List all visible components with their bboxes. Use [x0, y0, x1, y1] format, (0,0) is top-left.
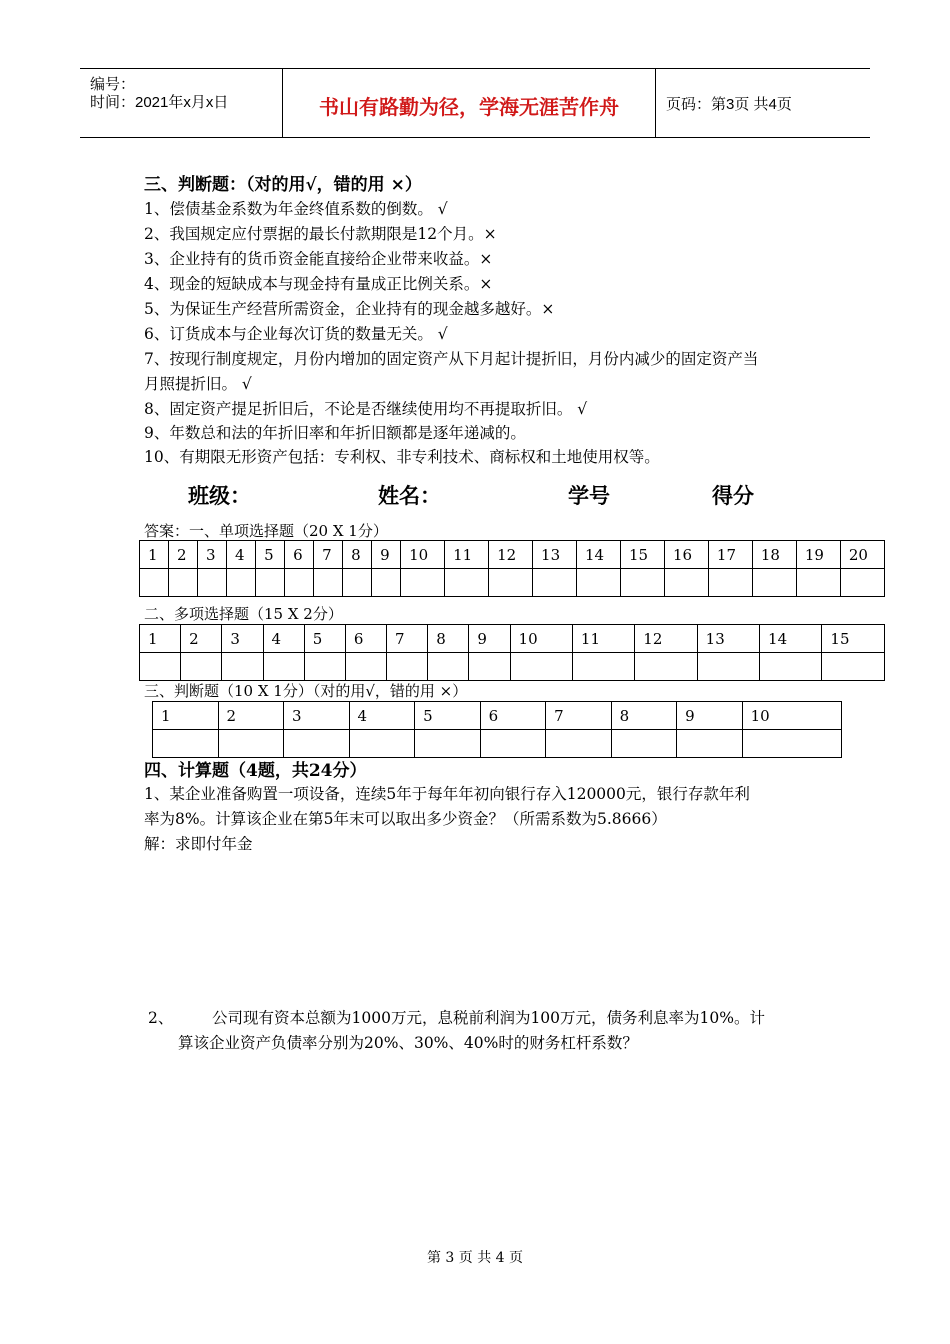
multi-choice-answer-table: [139, 624, 885, 681]
section4-title: 四、计算题（4题，共24分）: [144, 761, 367, 781]
question-number-cell: 18: [752, 541, 796, 569]
answer-cell: [533, 569, 577, 597]
answer-cell: [572, 653, 634, 681]
class-label: 班级：: [188, 484, 251, 508]
answer-cell: [227, 569, 256, 597]
question-number-cell: 3: [198, 541, 227, 569]
page-footer: 第 3 页 共 4 页: [426, 1250, 524, 1266]
question-number-cell: 8: [611, 702, 677, 730]
answer-cell: [198, 569, 227, 597]
score-label: 得分: [712, 484, 754, 508]
question-number-cell: 10: [401, 541, 445, 569]
question-number-cell: 10: [510, 625, 572, 653]
answer-cell: [840, 569, 884, 597]
question-number-cell: 15: [620, 541, 664, 569]
judge-answer-title: 三、判断题（10 X 1分）（对的用√，错的用 ×）: [144, 682, 468, 700]
answer-cell: [510, 653, 572, 681]
answer-cell: [169, 569, 198, 597]
q1-line2: 率为8%。计算该企业在第5年末可以取出多少资金？（所需系数为5.8666）: [144, 810, 667, 828]
question-number-cell: 15: [822, 625, 885, 653]
answer-cell: [284, 730, 350, 758]
question-number-cell: 7: [546, 702, 612, 730]
answer-cell: [697, 653, 759, 681]
multi-choice-title: 二、多项选择题（15 X 2分）: [144, 605, 343, 623]
answer-cell: [153, 730, 219, 758]
student-id-label: 学号: [568, 484, 610, 508]
question-number-cell: 9: [677, 702, 743, 730]
question-number-cell: 9: [372, 541, 401, 569]
answer-cell: [387, 653, 428, 681]
question-number-cell: 3: [222, 625, 263, 653]
question-number-cell: 1: [140, 625, 181, 653]
judge-item: 月照提折旧。 √: [144, 375, 252, 393]
question-number-cell: 2: [218, 702, 284, 730]
answer-cell: [140, 569, 169, 597]
header-center-cell: [283, 69, 656, 137]
header-left-cell: [80, 69, 283, 137]
q1-solution: 解：求即付年金: [144, 835, 253, 853]
answer-cell: [218, 730, 284, 758]
single-choice-title: 答案：一、单项选择题（20 X 1分）: [144, 522, 388, 540]
answer-cell: [285, 569, 314, 597]
answer-cell: [428, 653, 469, 681]
answer-cell: [489, 569, 533, 597]
motto: 书山有路勤为径，学海无涯苦作舟: [319, 95, 619, 119]
q2-number: 2、: [148, 1009, 174, 1027]
answer-cell: [181, 653, 222, 681]
answer-cell: [760, 653, 822, 681]
question-number-cell: 11: [445, 541, 489, 569]
answer-cell: [140, 653, 181, 681]
judge-item: 2、我国规定应付票据的最长付款期限是12个月。×: [144, 225, 497, 243]
answer-cell: [620, 569, 664, 597]
question-number-cell: 13: [697, 625, 759, 653]
answer-cell: [349, 730, 415, 758]
table-row: [140, 653, 885, 681]
table-row: [153, 730, 842, 758]
answer-cell: [577, 569, 621, 597]
judge-item: 5、为保证生产经营所需资金，企业持有的现金越多越好。×: [144, 300, 555, 318]
question-number-cell: 1: [153, 702, 219, 730]
answer-cell: [445, 569, 489, 597]
table-row: [140, 625, 885, 653]
name-label: 姓名：: [378, 484, 441, 508]
answer-cell: [401, 569, 445, 597]
table-row: [140, 541, 885, 569]
judge-item: 9、年数总和法的年折旧率和年折旧额都是逐年递减的。: [144, 424, 526, 442]
answer-cell: [469, 653, 510, 681]
question-number-cell: 6: [480, 702, 546, 730]
question-number-cell: 4: [227, 541, 256, 569]
judge-item: 7、按现行制度规定，月份内增加的固定资产从下月起计提折旧，月份内减少的固定资产当: [144, 350, 759, 368]
judge-item: 4、现金的短缺成本与现金持有量成正比例关系。×: [144, 275, 493, 293]
question-number-cell: 12: [635, 625, 697, 653]
question-number-cell: 5: [304, 625, 345, 653]
answer-cell: [742, 730, 841, 758]
question-number-cell: 8: [428, 625, 469, 653]
answer-cell: [343, 569, 372, 597]
question-number-cell: 8: [343, 541, 372, 569]
question-number-cell: 3: [284, 702, 350, 730]
q1-line1: 1、某企业准备购置一项设备，连续5年于每年年初向银行存入120000元，银行存款年利: [144, 785, 750, 803]
judge-item: 6、订货成本与企业每次订货的数量无关。 √: [144, 325, 448, 343]
answer-cell: [822, 653, 885, 681]
question-number-cell: 17: [708, 541, 752, 569]
answer-cell: [256, 569, 285, 597]
answer-cell: [546, 730, 612, 758]
question-number-cell: 14: [760, 625, 822, 653]
question-number-cell: 6: [345, 625, 386, 653]
number-label: 编号：: [90, 76, 136, 93]
question-number-cell: 4: [263, 625, 304, 653]
question-number-cell: 4: [349, 702, 415, 730]
question-number-cell: 13: [533, 541, 577, 569]
question-number-cell: 2: [169, 541, 198, 569]
question-number-cell: 5: [415, 702, 481, 730]
answer-cell: [222, 653, 263, 681]
q2-line2: 算该企业资产负债率分别为20%、30%、40%时的财务杠杆系数？: [178, 1034, 638, 1052]
question-number-cell: 1: [140, 541, 169, 569]
answer-cell: [611, 730, 677, 758]
question-number-cell: 11: [572, 625, 634, 653]
table-row: [153, 702, 842, 730]
question-number-cell: 19: [796, 541, 840, 569]
single-choice-answer-table: [139, 540, 885, 597]
answer-cell: [415, 730, 481, 758]
question-number-cell: 16: [664, 541, 708, 569]
header-right-cell: [656, 69, 870, 137]
answer-cell: [708, 569, 752, 597]
question-number-cell: 5: [256, 541, 285, 569]
answer-cell: [345, 653, 386, 681]
section3-title: 三、判断题：（对的用√，错的用 ×）: [144, 175, 422, 195]
question-number-cell: 7: [314, 541, 343, 569]
answer-cell: [796, 569, 840, 597]
judge-answer-table: [152, 701, 842, 758]
q2-line1: 公司现有资本总额为1000万元，息税前利润为100万元，债务利息率为10%。计: [212, 1009, 765, 1027]
question-number-cell: 6: [285, 541, 314, 569]
answer-cell: [752, 569, 796, 597]
judge-item: 8、固定资产提足折旧后，不论是否继续使用均不再提取折旧。 √: [144, 400, 588, 418]
judge-item: 10、有期限无形资产包括：专利权、非专利技术、商标权和土地使用权等。: [144, 448, 660, 466]
answer-cell: [372, 569, 401, 597]
table-row: [140, 569, 885, 597]
judge-item: 3、企业持有的货币资金能直接给企业带来收益。×: [144, 250, 493, 268]
question-number-cell: 9: [469, 625, 510, 653]
question-number-cell: 12: [489, 541, 533, 569]
page-header: [80, 68, 870, 138]
question-number-cell: 2: [181, 625, 222, 653]
time-label: 时间：2021年x月x日: [90, 94, 229, 111]
page-label: 页码：第3页 共4页: [666, 96, 792, 113]
answer-cell: [635, 653, 697, 681]
question-number-cell: 10: [742, 702, 841, 730]
answer-cell: [263, 653, 304, 681]
question-number-cell: 7: [387, 625, 428, 653]
judge-item: 1、偿债基金系数为年金终值系数的倒数。 √: [144, 200, 448, 218]
answer-cell: [677, 730, 743, 758]
answer-cell: [304, 653, 345, 681]
answer-cell: [480, 730, 546, 758]
answer-cell: [314, 569, 343, 597]
question-number-cell: 20: [840, 541, 884, 569]
answer-cell: [664, 569, 708, 597]
question-number-cell: 14: [577, 541, 621, 569]
